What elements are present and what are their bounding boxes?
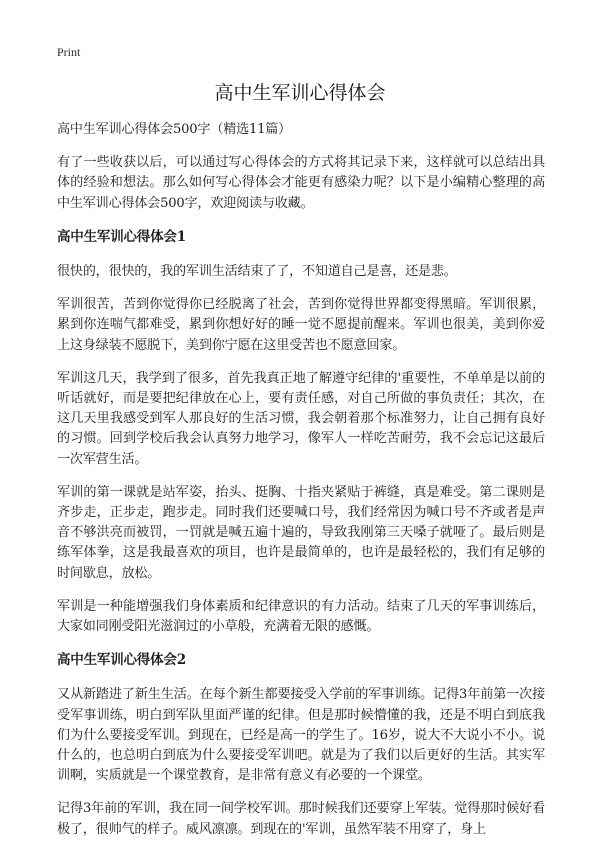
article-body xyxy=(57,120,545,853)
paragraph: 军训的第一课就是站军姿，抬头、挺胸、十指夹紧贴于裤缝，真是难受。第二课则是齐步走，正步走，跑步走。同时我们还要喊口号，我们经常因为喊口号不齐或者是声音不够洪亮而被罚，一罚就是喊五遍十遍的，导致我刚第三天嗓子就哑了。最后则是练军体拳，这是我最喜欢的项目，也许是最简单的，也许是最轻松的，我们有足够的时间歇息，放松。 xyxy=(57,484,545,581)
paragraph: 记得3年前的军训，我在同一间学校军训。那时候我们还要穿上军装。觉得那时候好看极了，很帅气的样子。威风凛凛。到现在的'军训，虽然军装不用穿了，身上 xyxy=(57,801,545,837)
print-link[interactable]: Print xyxy=(57,45,81,59)
intro-paragraph: 有了一些收获以后，可以通过写心得体会的方式将其记录下来，这样就可以总结出具体的经验和想法。那么如何写心得体会才能更有感染力呢？以下是小编精心整理的高中生军训心得体会500字，欢迎阅读与收藏。 xyxy=(57,155,545,211)
paragraph: 军训是一种能增强我们身体素质和纪律意识的有力活动。结束了几天的军事训练后，大家如同刚受阳光滋润过的小草般，充满着无限的感慨。 xyxy=(57,598,545,635)
section-heading-2: 高中生军训心得体会2 xyxy=(57,652,186,669)
paragraph: 又从新踏进了新生生活。在每个新生都要接受入学前的军事训练。记得3年前第一次接受军事训练，明白到军队里面严谨的纪律。但是那时候懵懂的我，还是不明白到底我们为什么要接受军训。到现在，已经是高一的学生了。16岁，说大不大说小不小。说什么的，也总明白到底为什么要接受军训吧。就是为了我们以后更好的生活。其实军训啊，实质就是一个课堂教育，是非常有意义有必要的一个课堂。 xyxy=(57,687,545,784)
paragraph: 军训这几天，我学到了很多，首先我真正地了解遵守纪律的'重要性，不单单是以前的听话就好，而是要把纪律放在心上，要有责任感，对自己所做的事负责任；其次，在这几天里我感受到军人那良好的生活习惯，我会朝着那个标准努力，让自己拥有良好的习惯。回到学校后我会认真努力地学习，像军人一样吃苦耐劳，我不会忘记这最后一次军营生活。 xyxy=(57,370,545,467)
paragraph: 很快的，很快的，我的军训生活结束了了，不知道自己是喜，还是悲。 xyxy=(57,264,457,280)
section-heading-1: 高中生军训心得体会1 xyxy=(57,228,186,245)
page-title: 高中生军训心得体会 xyxy=(214,82,386,104)
paragraph: 军训很苦，苦到你觉得你已经脱离了社会，苦到你觉得世界都变得黑暗。军训很累，累到你连喘气都难受，累到你想好好的睡一觉不愿提前醒来。军训也很美，美到你爱上这身绿装不愿脱下，美到你宁愿在这里受苦也不愿意回家。 xyxy=(57,297,545,353)
article-subtitle: 高中生军训心得体会500字（精选11篇） xyxy=(57,122,292,137)
